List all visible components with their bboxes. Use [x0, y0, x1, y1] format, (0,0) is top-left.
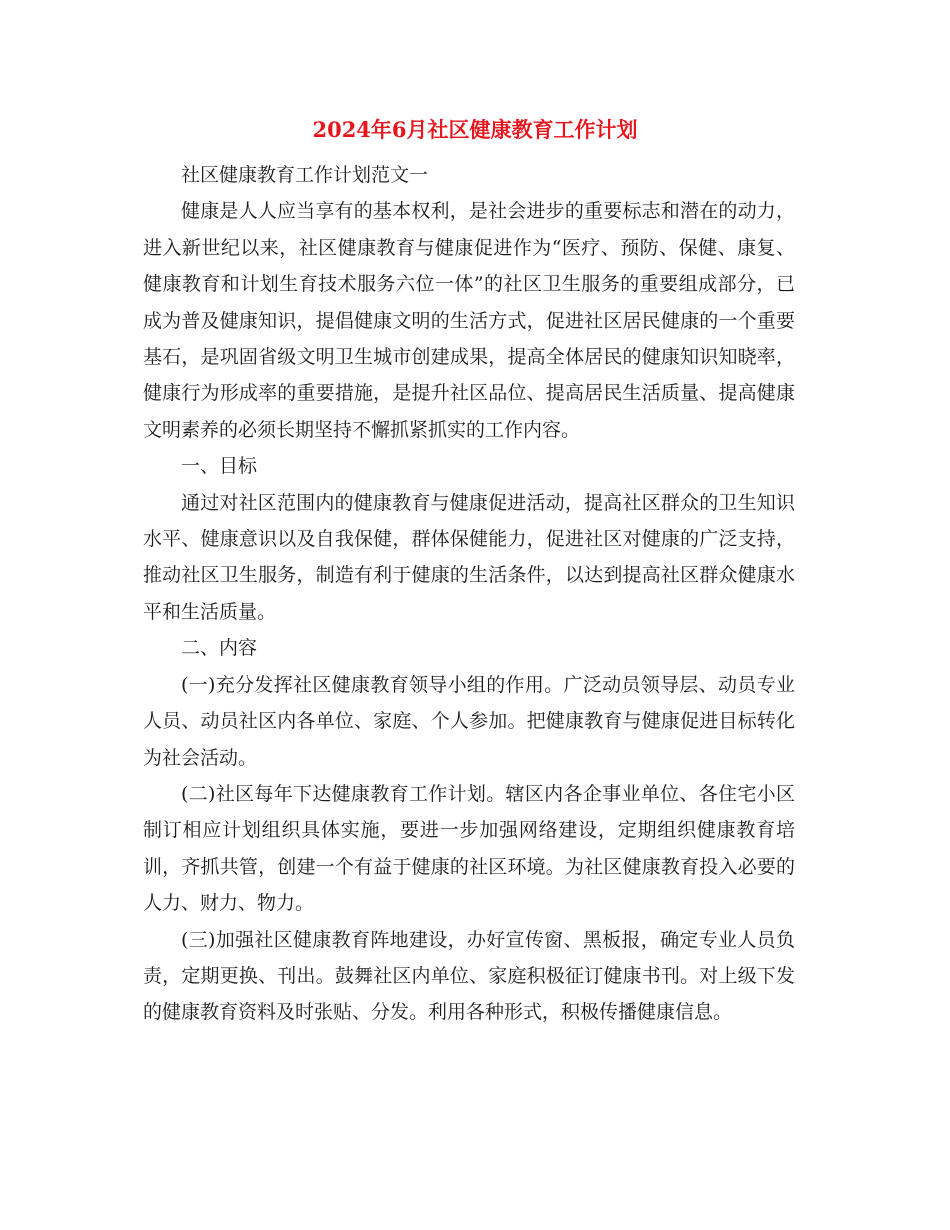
- section-heading-goals: 一、目标: [181, 455, 258, 478]
- content-item-1: (一)充分发挥社区健康教育领导小组的作用。广泛动员领导层、动员专业人员、动员社区内各单位、家庭、个人参加。把健康教育与健康促进目标转化为社会活动。: [143, 673, 795, 769]
- content-item-2: (二)社区每年下达健康教育工作计划。辖区内各企事业单位、各住宅小区制订相应计划组织具体实施，要进一步加强网络建设，定期组织健康教育培训，齐抓共管，创建一个有益于健康的社区环境。为社区健康教育投入必要的人力、财力、物力。: [143, 782, 795, 915]
- document-title: 2024年6月社区健康教育工作计划: [312, 117, 638, 142]
- content-item-3: (三)加强社区健康教育阵地建设，办好宣传窗、黑板报，确定专业人员负责，定期更换、刊出。鼓舞社区内单位、家庭积极征订健康书刊。对上级下发的健康教育资料及时张贴、分发。利用各种形式，积极传播健康信息。: [143, 928, 795, 1024]
- goals-paragraph: 通过对社区范围内的健康教育与健康促进活动，提高社区群众的卫生知识水平、健康意识以及自我保健，群体保健能力，促进社区对健康的广泛支持，推动社区卫生服务，制造有利于健康的生活条件，以达到提高社区群众健康水平和生活质量。: [143, 491, 795, 623]
- intro-paragraph: 健康是人人应当享有的基本权利，是社会进步的重要标志和潜在的动力，进入新世纪以来，社区健康教育与健康促进作为“医疗、预防、保健、康复、健康教育和计划生育技术服务六位一体”的社区卫生服务的重要组成部分，已成为普及健康知识，提倡健康文明的生活方式，促进社区居民健康的一个重要基石，是巩固省级文明卫生城市创建成果，提高全体居民的健康知识知晓率，健康行为形成率的重要措施，是提升社区品位、提高居民生活质量、提高健康文明素养的必须长期坚持不懈抓紧抓实的工作内容。: [143, 200, 795, 441]
- section-heading-content: 二、内容: [181, 637, 258, 660]
- subtitle-paragraph: 社区健康教育工作计划范文一: [181, 164, 429, 186]
- document-body: [143, 157, 795, 1031]
